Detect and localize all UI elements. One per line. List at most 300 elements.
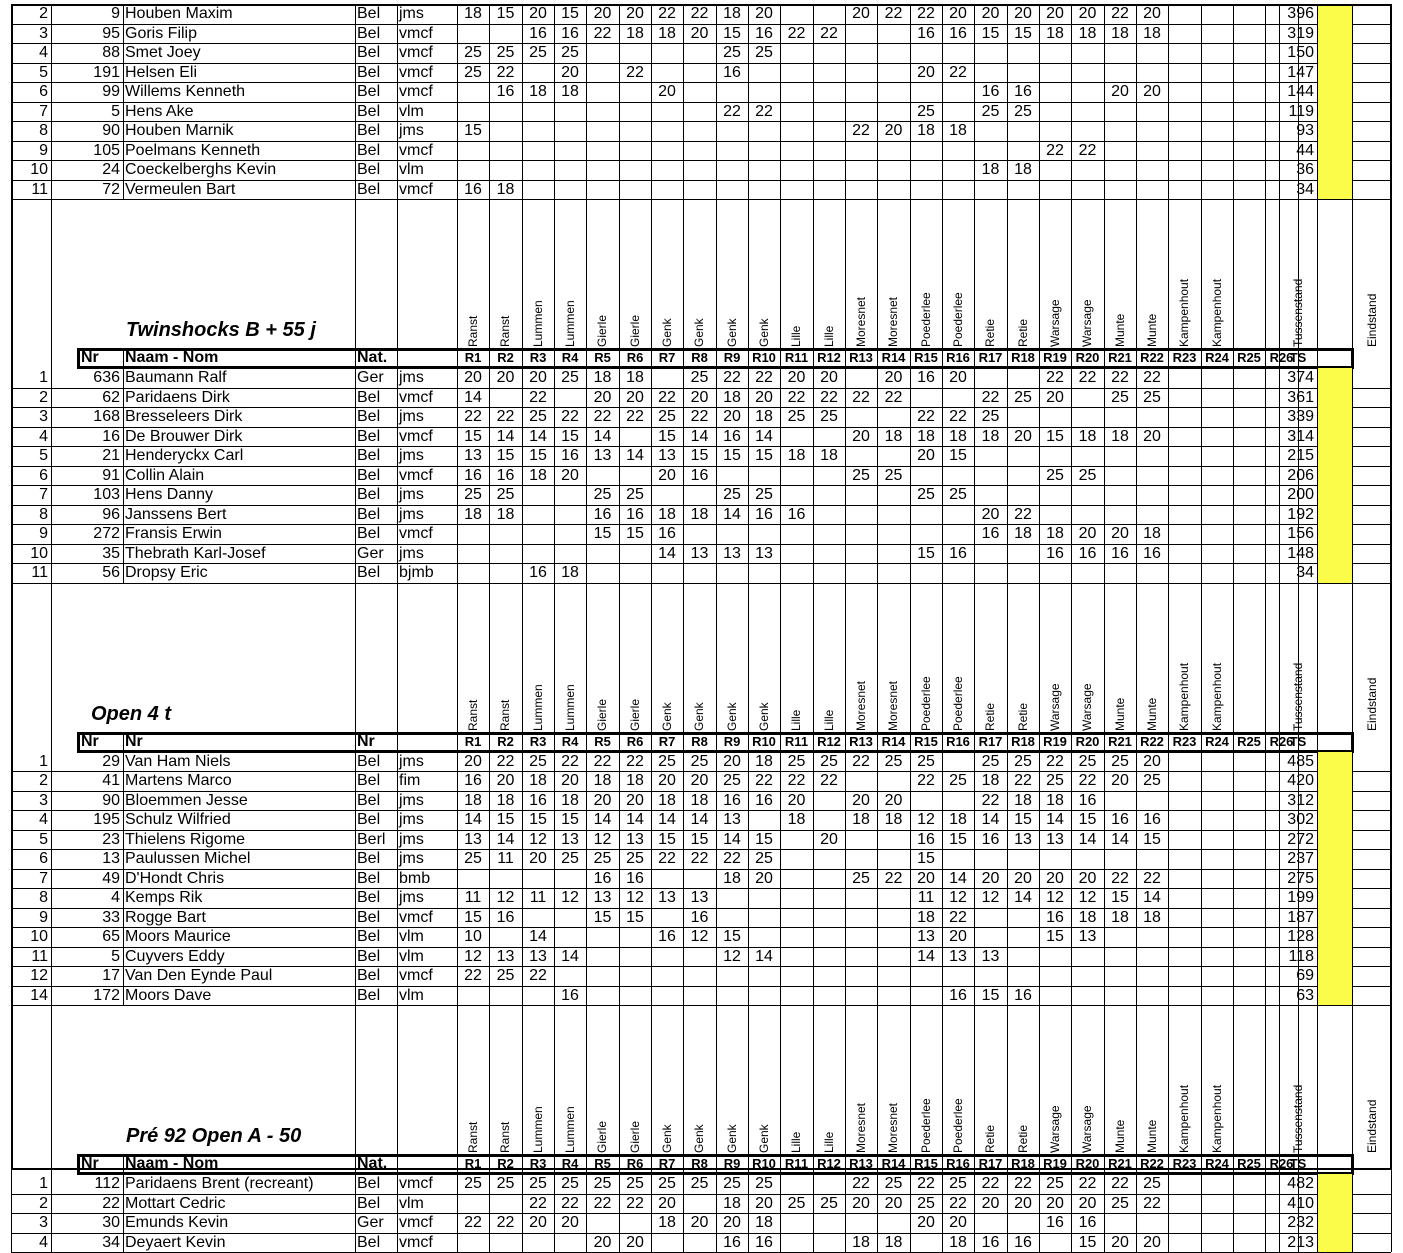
- race-score: 22: [619, 752, 651, 771]
- race-score: 13: [716, 810, 748, 829]
- race-score: 18: [877, 427, 910, 446]
- race-score: 12: [1071, 888, 1104, 907]
- club: vmcf: [397, 1213, 457, 1232]
- race-score: 14: [910, 947, 942, 966]
- race-score: 15: [457, 908, 489, 927]
- race-score: [813, 1174, 845, 1175]
- race-header: R16: [942, 733, 974, 749]
- race-score: 22: [489, 407, 522, 426]
- club: jms: [397, 849, 457, 868]
- race-score: 20: [1071, 869, 1104, 888]
- tussenstand-total: 144: [1279, 82, 1317, 101]
- race-score: 16: [910, 368, 942, 387]
- standing-text: Eindstand: [1366, 677, 1378, 730]
- race-header: R16: [942, 1155, 974, 1171]
- race-score: 22: [1136, 1194, 1168, 1213]
- location-text: Lummen: [532, 1106, 544, 1153]
- rider-number: 34: [51, 1233, 123, 1252]
- race-score: 16: [716, 63, 748, 82]
- race-score: 10: [457, 927, 489, 946]
- grid-line: [1233, 1194, 1234, 1214]
- location-text: Genk: [693, 318, 705, 347]
- position: 8: [11, 505, 51, 524]
- race-score: 15: [489, 4, 522, 23]
- club: vmcf: [397, 427, 457, 446]
- race-header: R23: [1168, 733, 1201, 749]
- nationality: Bel: [355, 908, 397, 927]
- race-score: 14: [974, 810, 1007, 829]
- race-score: 20: [683, 1213, 716, 1232]
- race-score: [489, 1233, 522, 1234]
- rider-name: Deyaert Kevin: [123, 1233, 355, 1252]
- race-score: 25: [1071, 466, 1104, 485]
- race-score: 22: [1136, 368, 1168, 387]
- location-text: Lille: [823, 326, 835, 347]
- club: vmcf: [397, 43, 457, 62]
- rider-name: Hens Danny: [123, 485, 355, 504]
- standing-text: Eindstand: [1366, 1100, 1378, 1153]
- nationality: Bel: [355, 43, 397, 62]
- grid-line: [1352, 1233, 1353, 1253]
- race-score: 12: [522, 830, 554, 849]
- race-score: 22: [910, 1174, 942, 1193]
- race-score: 22: [683, 4, 716, 23]
- race-header: R3: [522, 349, 554, 365]
- rider-name: Poelmans Kenneth: [123, 141, 355, 160]
- race-score: 25: [1039, 771, 1071, 790]
- race-score: 14: [1007, 888, 1039, 907]
- race-score: 15: [651, 427, 683, 446]
- race-score: 18: [780, 810, 813, 829]
- location-text: Moresnet: [887, 297, 899, 347]
- race-score: 20: [1136, 1233, 1168, 1252]
- race-score: [1201, 1233, 1233, 1234]
- club: vmcf: [397, 82, 457, 101]
- race-score: 25: [619, 1174, 651, 1193]
- race-score: 15: [1039, 427, 1071, 446]
- location-text: Genk: [726, 702, 738, 731]
- rider-name: Thebrath Karl-Josef: [123, 544, 355, 563]
- club: vmcf: [397, 1174, 457, 1193]
- race-score: 13: [1071, 927, 1104, 946]
- location-text: Ranst: [467, 699, 479, 730]
- nationality: Bel: [355, 1233, 397, 1252]
- race-score: 22: [974, 388, 1007, 407]
- nationality: Bel: [355, 63, 397, 82]
- club: jms: [397, 830, 457, 849]
- race-score: 22: [1104, 869, 1136, 888]
- race-score: 18: [489, 505, 522, 524]
- race-score: 20: [554, 1213, 586, 1232]
- location-text: Genk: [661, 318, 673, 347]
- race-score: 16: [974, 1233, 1007, 1252]
- location-text: Munte: [1114, 1120, 1126, 1153]
- race-header: R13: [845, 733, 877, 749]
- rider-name: Houben Maxim: [123, 4, 355, 23]
- grid-line: [1168, 1213, 1169, 1233]
- tussenstand-total: 314: [1279, 427, 1317, 446]
- grid-line: [1168, 1194, 1169, 1214]
- race-score: 20: [1136, 752, 1168, 771]
- location-text: Kampenhout: [1178, 662, 1190, 730]
- race-score: 15: [910, 849, 942, 868]
- rider-number: 272: [51, 524, 123, 543]
- race-score: 25: [910, 485, 942, 504]
- race-score: 12: [1039, 888, 1071, 907]
- race-score: 15: [651, 830, 683, 849]
- race-score: 14: [457, 388, 489, 407]
- race-score: 25: [1104, 1194, 1136, 1213]
- race-score: 20: [780, 368, 813, 387]
- race-score: 20: [1039, 1194, 1071, 1213]
- grid-line: [845, 1213, 846, 1233]
- rider-number: 29: [51, 752, 123, 771]
- rider-number: 195: [51, 810, 123, 829]
- tussenstand-total: 319: [1279, 24, 1317, 43]
- location-text: Poederlee: [920, 292, 932, 347]
- race-score: 22: [619, 63, 651, 82]
- race-header: R3: [522, 733, 554, 749]
- race-score: [780, 1213, 813, 1214]
- race-score: 18: [1104, 24, 1136, 43]
- race-score: 14: [1136, 888, 1168, 907]
- race-score: 16: [1071, 544, 1104, 563]
- race-score: 20: [619, 4, 651, 23]
- location-text: Poederlee: [920, 1098, 932, 1153]
- race-header: R3: [522, 1155, 554, 1171]
- race-score: 25: [554, 368, 586, 387]
- race-score: 15: [489, 810, 522, 829]
- location-text: Gierle: [629, 315, 641, 347]
- tussenstand-total: 199: [1279, 888, 1317, 907]
- race-score: 20: [1104, 771, 1136, 790]
- race-score: 15: [716, 446, 748, 465]
- grid-line: [1352, 1213, 1353, 1233]
- race-score: 20: [586, 388, 619, 407]
- race-header: R18: [1007, 733, 1039, 749]
- race-score: [1168, 1233, 1201, 1234]
- table-row: [11, 1174, 1391, 1194]
- race-score: 16: [586, 505, 619, 524]
- race-score: [1136, 1213, 1168, 1214]
- race-score: 22: [1007, 1174, 1039, 1193]
- grid-line: [1352, 1194, 1353, 1214]
- race-score: 16: [522, 563, 554, 582]
- race-score: 15: [683, 446, 716, 465]
- tussenstand-total: 275: [1279, 869, 1317, 888]
- rider-number: 33: [51, 908, 123, 927]
- grid-line: [1265, 1194, 1266, 1214]
- position: 7: [11, 485, 51, 504]
- rider-number: 636: [51, 368, 123, 387]
- race-score: 25: [619, 485, 651, 504]
- race-score: 25: [457, 1174, 489, 1193]
- grid-line: [1317, 1213, 1318, 1233]
- rider-number: 88: [51, 43, 123, 62]
- race-score: 20: [748, 388, 780, 407]
- race-score: 25: [1039, 466, 1071, 485]
- grid-line: [1265, 1213, 1266, 1233]
- race-score: 22: [489, 63, 522, 82]
- club: vmcf: [397, 966, 457, 985]
- nationality: Bel: [355, 485, 397, 504]
- tussenstand-total: 36: [1279, 160, 1317, 179]
- nationality: Bel: [355, 160, 397, 179]
- club: jms: [397, 791, 457, 810]
- race-header: R18: [1007, 349, 1039, 365]
- nationality: Bel: [355, 102, 397, 121]
- rider-number: 168: [51, 407, 123, 426]
- tussenstand-total: 272: [1279, 830, 1317, 849]
- race-score: 13: [586, 888, 619, 907]
- grid-line: [1233, 1213, 1234, 1233]
- location-text: Warsage: [1081, 683, 1093, 731]
- race-score: 15: [942, 830, 974, 849]
- race-score: 22: [974, 1174, 1007, 1193]
- race-header: R20: [1071, 349, 1104, 365]
- race-score: 15: [748, 446, 780, 465]
- race-score: 20: [522, 849, 554, 868]
- race-score: 20: [1039, 869, 1071, 888]
- location-text: Munte: [1146, 697, 1158, 730]
- race-score: 18: [1136, 908, 1168, 927]
- tussenstand-total: 119: [1279, 102, 1317, 121]
- race-score: 18: [974, 160, 1007, 179]
- nationality: Bel: [355, 947, 397, 966]
- race-score: 25: [457, 63, 489, 82]
- race-score: 13: [942, 947, 974, 966]
- standing-text: Tussenstand: [1292, 1085, 1304, 1153]
- race-score: [1168, 1174, 1201, 1175]
- rider-name: Moors Dave: [123, 986, 355, 1005]
- race-score: 13: [651, 446, 683, 465]
- race-score: 16: [554, 986, 586, 1005]
- standing-text: Tussenstand: [1292, 662, 1304, 730]
- location-text: Lille: [790, 326, 802, 347]
- race-header: R23: [1168, 1155, 1201, 1171]
- tussenstand-total: 63: [1279, 986, 1317, 1005]
- race-score: 16: [489, 466, 522, 485]
- race-score: 20: [1104, 1233, 1136, 1252]
- club: jms: [397, 888, 457, 907]
- race-score: 15: [716, 24, 748, 43]
- club: jms: [397, 446, 457, 465]
- table-row: [11, 1213, 1391, 1233]
- race-score: 14: [586, 427, 619, 446]
- race-score: 18: [489, 180, 522, 199]
- rider-number: 105: [51, 141, 123, 160]
- race-score: 18: [683, 791, 716, 810]
- grid-line: [780, 1213, 781, 1233]
- race-score: 20: [716, 752, 748, 771]
- race-score: 20: [683, 388, 716, 407]
- race-header: R2: [489, 733, 522, 749]
- race-score: 20: [974, 869, 1007, 888]
- race-header: R21: [1104, 349, 1136, 365]
- tussenstand-total: 34: [1279, 563, 1317, 582]
- location-text: Kampenhout: [1211, 279, 1223, 347]
- grid-line: [813, 1233, 814, 1253]
- race-score: 22: [845, 752, 877, 771]
- rider-number: 13: [51, 849, 123, 868]
- position: 3: [11, 24, 51, 43]
- race-score: 22: [619, 1194, 651, 1213]
- rider-name: Thielens Rigome: [123, 830, 355, 849]
- race-score: 20: [877, 121, 910, 140]
- tussenstand-total: 232: [1279, 1213, 1317, 1232]
- highlight-cell: [1317, 1194, 1352, 1215]
- nationality: Bel: [355, 446, 397, 465]
- race-score: 25: [1136, 388, 1168, 407]
- grid-line: [1317, 1194, 1318, 1214]
- rider-name: Paridaens Brent (recreant): [123, 1174, 355, 1193]
- race-header: R9: [716, 1155, 748, 1171]
- location-text: Retie: [1017, 319, 1029, 347]
- grid-line: [683, 1194, 684, 1214]
- race-score: 22: [651, 849, 683, 868]
- position: 1: [11, 368, 51, 387]
- race-score: 25: [522, 43, 554, 62]
- race-score: 16: [1071, 1213, 1104, 1232]
- race-score: 22: [845, 1174, 877, 1193]
- race-score: 18: [586, 368, 619, 387]
- race-score: 22: [1039, 752, 1071, 771]
- race-score: 18: [748, 1213, 780, 1232]
- race-score: 20: [1104, 524, 1136, 543]
- tussenstand-total: 156: [1279, 524, 1317, 543]
- race-score: 20: [1136, 82, 1168, 101]
- race-score: 25: [813, 407, 845, 426]
- race-score: 14: [1039, 810, 1071, 829]
- race-header: R24: [1201, 349, 1233, 365]
- race-score: 20: [586, 1233, 619, 1252]
- name-header: Naam - Nom: [123, 1155, 355, 1172]
- race-score: 18: [522, 771, 554, 790]
- race-score: 25: [522, 1174, 554, 1193]
- tussenstand-total: 93: [1279, 121, 1317, 140]
- position: 11: [11, 563, 51, 582]
- race-score: 25: [1071, 752, 1104, 771]
- race-score: 22: [1136, 869, 1168, 888]
- race-score: [780, 1233, 813, 1234]
- race-score: 20: [586, 791, 619, 810]
- race-header: R1: [457, 349, 489, 365]
- race-header: R2: [489, 349, 522, 365]
- location-text: Genk: [726, 318, 738, 347]
- race-score: 20: [651, 771, 683, 790]
- race-score: 25: [619, 849, 651, 868]
- race-score: 18: [1007, 524, 1039, 543]
- race-score: 25: [780, 1194, 813, 1213]
- race-score: [1007, 1213, 1039, 1214]
- rider-number: 41: [51, 771, 123, 790]
- race-score: 15: [1071, 1233, 1104, 1252]
- rider-name: Helsen Eli: [123, 63, 355, 82]
- grid-line: [910, 1233, 911, 1253]
- location-text: Warsage: [1081, 1105, 1093, 1153]
- race-score: 22: [748, 771, 780, 790]
- section-title: Pré 92 Open A - 50: [126, 1125, 301, 1148]
- position: 3: [11, 1213, 51, 1232]
- race-score: 13: [683, 888, 716, 907]
- race-score: 22: [716, 849, 748, 868]
- rider-number: 5: [51, 947, 123, 966]
- race-score: 18: [554, 791, 586, 810]
- race-score: 18: [942, 427, 974, 446]
- outer-frame: [11, 4, 1392, 1170]
- race-score: [1233, 1194, 1265, 1195]
- race-score: 25: [457, 849, 489, 868]
- rider-number: 72: [51, 180, 123, 199]
- race-score: 12: [619, 888, 651, 907]
- standing-text: Tussenstand: [1292, 279, 1304, 347]
- location-text: Munte: [1114, 697, 1126, 730]
- race-score: 25: [586, 1174, 619, 1193]
- nationality: Bel: [355, 771, 397, 790]
- race-score: 25: [1104, 388, 1136, 407]
- club: bjmb: [397, 563, 457, 582]
- location-text: Ranst: [499, 1122, 511, 1153]
- race-score: 13: [489, 947, 522, 966]
- race-score: 13: [586, 446, 619, 465]
- grid-line: [1265, 1174, 1266, 1194]
- rider-number: 56: [51, 563, 123, 582]
- race-score: [651, 1233, 683, 1234]
- race-score: 18: [1104, 427, 1136, 446]
- race-header: R18: [1007, 1155, 1039, 1171]
- race-score: 25: [1007, 388, 1039, 407]
- race-score: 25: [1007, 752, 1039, 771]
- race-score: 16: [586, 869, 619, 888]
- nationality: Bel: [355, 427, 397, 446]
- club: vlm: [397, 102, 457, 121]
- race-score: 25: [974, 102, 1007, 121]
- location-text: Poederlee: [952, 292, 964, 347]
- race-score: 22: [1104, 1174, 1136, 1193]
- grid-line: [554, 1233, 555, 1253]
- race-score: 20: [619, 388, 651, 407]
- club: vmcf: [397, 1233, 457, 1252]
- race-header: R2: [489, 1155, 522, 1171]
- race-score: 20: [910, 869, 942, 888]
- location-text: Moresnet: [855, 680, 867, 730]
- race-score: 18: [651, 791, 683, 810]
- nationality: Bel: [355, 888, 397, 907]
- race-score: 16: [716, 791, 748, 810]
- race-header: R17: [974, 349, 1007, 365]
- race-score: 16: [748, 505, 780, 524]
- race-header: R6: [619, 733, 651, 749]
- race-score: 20: [1136, 427, 1168, 446]
- club: vmcf: [397, 141, 457, 160]
- race-header: R14: [877, 1155, 910, 1171]
- race-score: 16: [619, 505, 651, 524]
- location-text: Gierle: [629, 698, 641, 730]
- rider-name: Paridaens Dirk: [123, 388, 355, 407]
- race-header: R14: [877, 733, 910, 749]
- tussenstand-total: 206: [1279, 466, 1317, 485]
- race-score: [1039, 1233, 1071, 1234]
- race-score: 16: [910, 830, 942, 849]
- grid-line: [651, 1233, 652, 1253]
- race-score: 22: [1007, 505, 1039, 524]
- club: jms: [397, 368, 457, 387]
- grid-line: [1201, 1194, 1202, 1214]
- race-score: 16: [910, 24, 942, 43]
- grid-line: [974, 1213, 975, 1233]
- rider-name: Martens Marco: [123, 771, 355, 790]
- nationality: Ger: [355, 1213, 397, 1232]
